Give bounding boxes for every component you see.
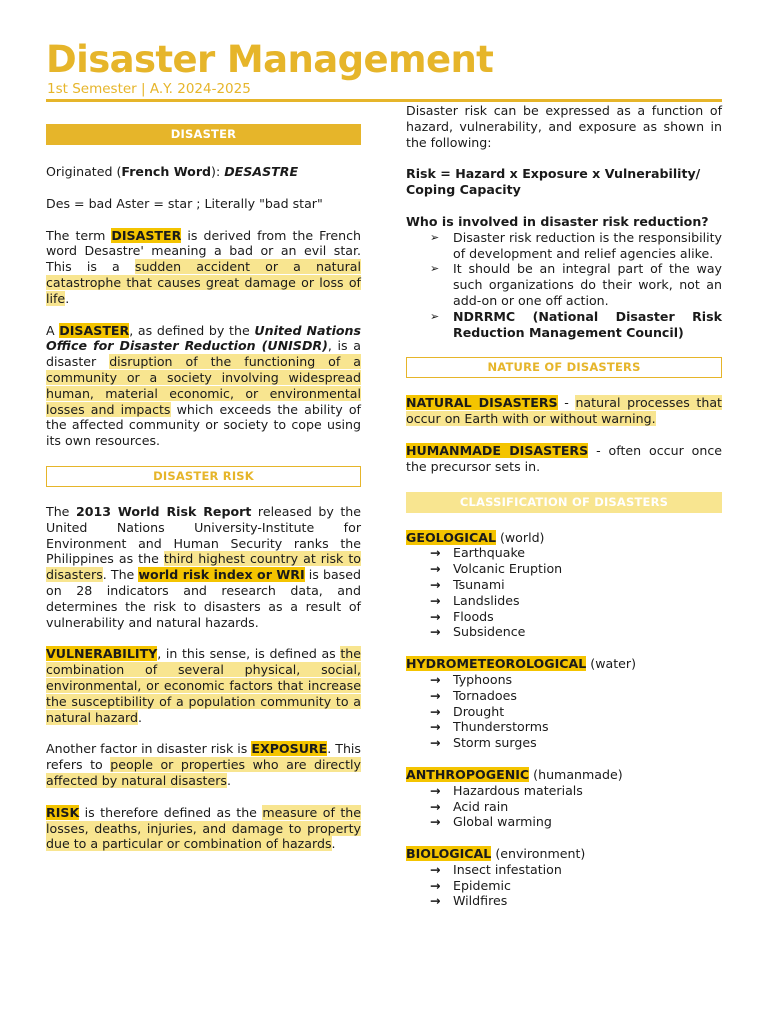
semester-subtitle: 1st Semester | A.Y. 2024-2025 — [47, 81, 251, 97]
title-divider — [46, 99, 722, 102]
origin-line: Originated (French Word): DESASTRE — [46, 164, 299, 179]
drr-question: Who is involved in disaster risk reduction? — [406, 213, 709, 229]
geological-list — [406, 545, 722, 640]
keyword-humanmade-disasters: HUMANMADE DISASTERS — [406, 442, 589, 458]
section-header-classification: CLASSIFICATION OF DISASTERS — [406, 492, 722, 513]
world-risk-report-paragraph: The 2013 World Risk Report released by the United Nations University-Institute for Environment and Human Security ranks the Philippines as the third highest country at risk to disasters. The world risk index or WRI is based on 28 indicators and research data, and determines the risk to disasters as a result of vulnerability and natural hazards. — [46, 503, 361, 630]
keyword-natural-disasters: NATURAL DISASTERS — [406, 395, 558, 411]
list-item: → Storm surges — [453, 735, 722, 751]
natural-disasters-paragraph: NATURAL DISASTERS - natural processes that occur on Earth with or without warning. — [406, 395, 722, 427]
list-item: → Tornadoes — [453, 688, 722, 704]
list-item: → Epidemic — [453, 878, 722, 894]
class-geological: GEOLOGICAL (world) — [406, 529, 545, 545]
biological-list — [406, 862, 722, 909]
unisdr-definition-paragraph: A DISASTER, as defined by the United Nations Office for Disaster Reduction (UNISDR), is a disaster disruption of the functioning of a community or a society involving widespread human, material economic, or environmental losses and impacts which exceeds the ability of the affected community or society to cope using its own resources. — [46, 322, 362, 449]
list-item: → Insect infestation — [453, 862, 722, 878]
section-header-nature-of-disasters: NATURE OF DISASTERS — [406, 357, 722, 378]
drr-bullet-list — [406, 230, 722, 341]
list-item: ➢ NDRRMC (National Disaster Risk Reduction Management Council) — [453, 309, 722, 341]
list-item: ➢ It should be an integral part of the way such organizations do their work, not an add-on or one off action. — [453, 261, 722, 308]
list-item: → Global warming — [453, 814, 722, 830]
keyword-wri: world risk index or WRI — [138, 567, 305, 583]
disaster-definition-paragraph: The term DISASTER is derived from the French word Desastre' meaning a bad or an evil star. This is a sudden accident or a natural catastrophe that causes great damage or loss of life. — [46, 227, 362, 306]
keyword-disaster: DISASTER — [59, 322, 130, 338]
humanmade-disasters-paragraph: HUMANMADE DISASTERS - often occur once the precursor sets in. — [406, 442, 723, 474]
list-item: → Wildfires — [453, 893, 722, 909]
list-item: → Landslides — [453, 593, 722, 609]
list-item: → Volcanic Eruption — [453, 561, 722, 577]
keyword-disaster: DISASTER — [111, 227, 182, 243]
left-column — [46, 124, 361, 852]
hydrometeorological-list — [406, 672, 722, 751]
list-item: → Earthquake — [453, 545, 722, 561]
vulnerability-paragraph: VULNERABILITY, in this sense, is defined as the combination of several physical, social, environmental, or economic factors that increase the susceptibility of a population community to a natural hazard. — [46, 646, 361, 725]
list-item: → Tsunami — [453, 577, 722, 593]
list-item: → Hazardous materials — [453, 783, 722, 799]
class-hydrometeorological: HYDROMETEOROLOGICAL (water) — [406, 656, 636, 672]
meaning-line: Des = bad Aster = star ; Literally "bad star" — [46, 195, 323, 211]
list-item: ➢ Disaster risk reduction is the responsibility of development and relief agencies alike. — [453, 230, 722, 262]
list-item: → Typhoons — [453, 672, 722, 688]
class-anthropogenic: ANTHROPOGENIC (humanmade) — [406, 766, 623, 782]
class-biological: BIOLOGICAL (environment) — [406, 846, 586, 862]
keyword-vulnerability: VULNERABILITY — [46, 646, 158, 662]
list-item: → Thunderstorms — [453, 719, 722, 735]
section-header-disaster: DISASTER — [46, 124, 361, 145]
keyword-risk: RISK — [46, 804, 80, 820]
risk-paragraph: RISK is therefore defined as the measure of the losses, deaths, injuries, and damage to property due to a particular or combination of hazards. — [46, 804, 361, 852]
list-item: → Floods — [453, 609, 722, 625]
exposure-paragraph: Another factor in disaster risk is EXPOSURE. This refers to people or properties who are directly affected by natural disasters. — [46, 741, 361, 788]
section-header-disaster-risk: DISASTER RISK — [46, 466, 361, 487]
keyword-exposure: EXPOSURE — [251, 741, 328, 757]
page-title: Disaster Management — [46, 38, 494, 81]
list-item: → Subsidence — [453, 624, 722, 640]
risk-formula: Risk = Hazard x Exposure x Vulnerability/ Coping Capacity — [406, 166, 701, 198]
right-column — [406, 103, 722, 909]
anthropogenic-list — [406, 783, 722, 830]
list-item: → Drought — [453, 704, 722, 720]
list-item: → Acid rain — [453, 799, 722, 815]
risk-function-intro: Disaster risk can be expressed as a function of hazard, vulnerability, and exposure as shown in the following: — [406, 103, 722, 150]
